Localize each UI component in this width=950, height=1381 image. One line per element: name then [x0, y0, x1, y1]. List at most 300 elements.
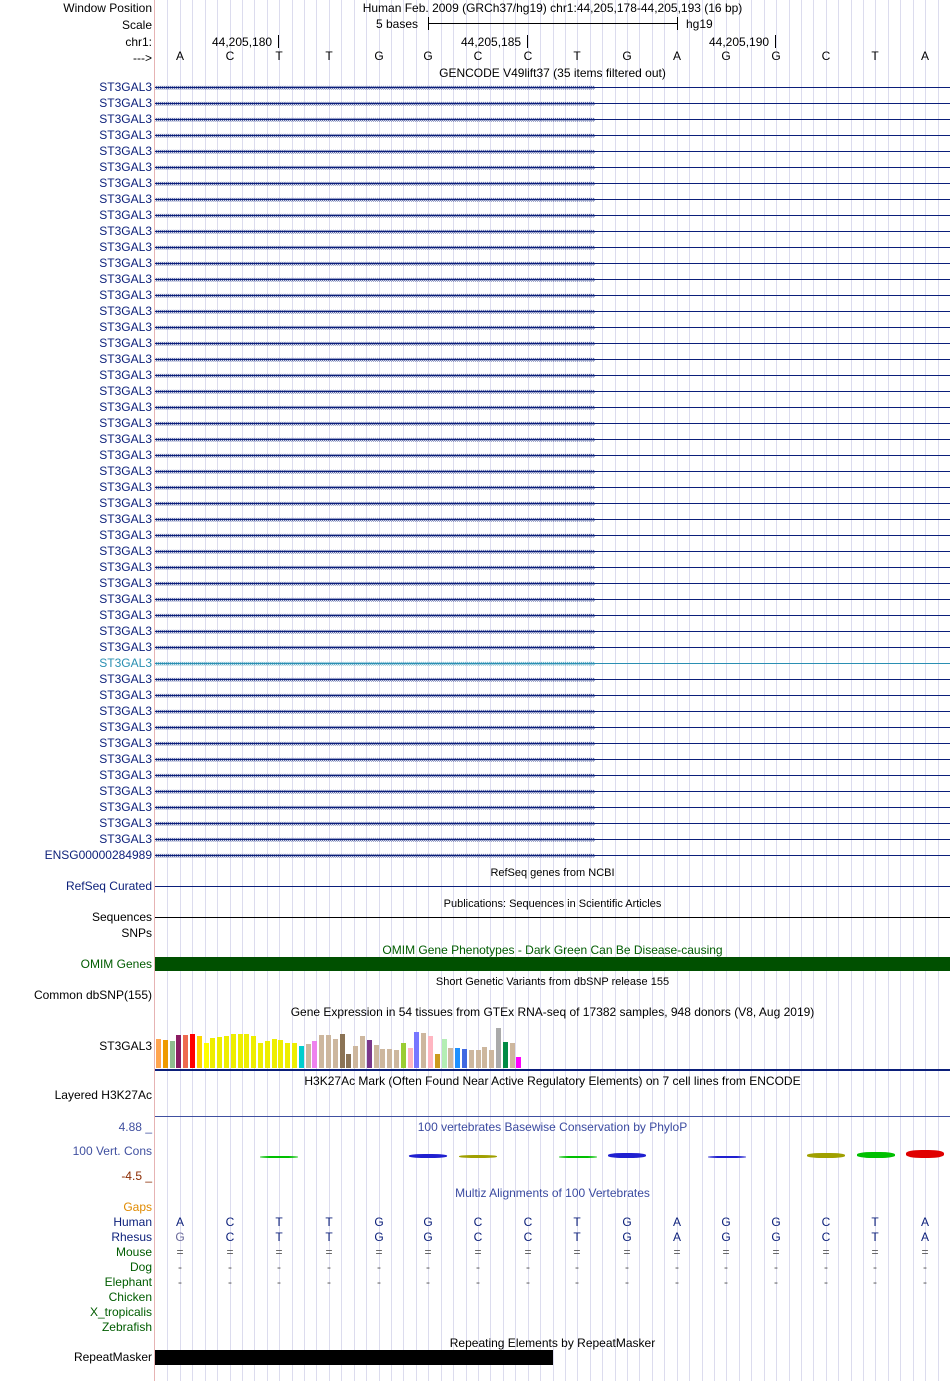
multiz-base: =: [325, 1245, 333, 1259]
multiz-species-label[interactable]: Mouse: [115, 1245, 152, 1259]
publications-title: Publications: Sequences in Scientific Articles: [443, 898, 662, 910]
multiz-base: -: [774, 1260, 778, 1274]
gtex-tissue-bar[interactable]: [285, 1043, 290, 1068]
gencode-transcript-arrows[interactable]: ››››››››››››››››››››››››››››››››››››››››››››››››››››››››››››››››››››››››››››››››››››››››››››››››››››››››››››››››››››››››››››››››››››››››››››››››››››››››››››››››››››››››››››››››››››››››››››››››››››››››››››››››››››››››››››: [155, 467, 595, 476]
multiz-base: -: [675, 1275, 679, 1289]
gencode-transcript-arrows[interactable]: ››››››››››››››››››››››››››››››››››››››››››››››››››››››››››››››››››››››››››››››››››››››››››››››››››››››››››››››››››››››››››››››››››››››››››››››››››››››››››››››››››››››››››››››››››››››››››››››››››››››››››››››››››››››››››››: [155, 275, 595, 284]
gencode-transcript-arrows[interactable]: ››››››››››››››››››››››››››››››››››››››››››››››››››››››››››››››››››››››››››››››››››››››››››››››››››››››››››››››››››››››››››››››››››››››››››››››››››››››››››››››››››››››››››››››››››››››››››››››››››››››››››››››››››››››››››››: [155, 99, 595, 108]
multiz-base: G: [374, 1215, 384, 1229]
gencode-gene-label[interactable]: ST3GAL3: [99, 96, 152, 110]
multiz-base: -: [178, 1260, 182, 1274]
multiz-base: T: [871, 1230, 879, 1244]
gencode-gene-label[interactable]: ST3GAL3: [99, 560, 152, 574]
gtex-tissue-bar[interactable]: [503, 1042, 508, 1068]
multiz-base: T: [325, 1230, 333, 1244]
gtex-tissue-bar[interactable]: [265, 1041, 270, 1068]
gencode-gene-label[interactable]: ST3GAL3: [99, 608, 152, 622]
gencode-transcript-arrows[interactable]: ››››››››››››››››››››››››››››››››››››››››››››››››››››››››››››››››››››››››››››››››››››››››››››››››››››››››››››››››››››››››››››››››››››››››››››››››››››››››››››››››››››››››››››››››››››››››››››››››››››››››››››››››››››››››››››: [155, 179, 595, 188]
publications-label[interactable]: Sequences: [91, 910, 152, 924]
gtex-tissue-bar[interactable]: [251, 1036, 256, 1068]
multiz-base: T: [325, 1215, 333, 1229]
multiz-base: =: [822, 1245, 830, 1259]
gtex-tissue-bar[interactable]: [367, 1040, 372, 1068]
gencode-transcript-arrows[interactable]: ››››››››››››››››››››››››››››››››››››››››››››››››››››››››››››››››››››››››››››››››››››››››››››››››››››››››››››››››››››››››››››››››››››››››››››››››››››››››››››››››››››››››››››››››››››››››››››››››››››››››››››››››››››››››››››: [155, 739, 595, 748]
multiz-base: G: [721, 1215, 731, 1229]
gencode-transcript-arrows[interactable]: ››››››››››››››››››››››››››››››››››››››››››››››››››››››››››››››››››››››››››››››››››››››››››››››››››››››››››››››››››››››››››››››››››››››››››››››››››››››››››››››››››››››››››››››››››››››››››››››››››››››››››››››››››››››››››››: [155, 451, 595, 460]
multiz-base: -: [327, 1275, 331, 1289]
gtex-tissue-bar[interactable]: [421, 1033, 426, 1068]
multiz-base: G: [771, 1215, 781, 1229]
phylop-title: 100 vertebrates Basewise Conservation by PhyloP: [417, 1120, 688, 1134]
multiz-base: -: [377, 1260, 381, 1274]
multiz-base: -: [724, 1275, 728, 1289]
refseq-title: RefSeq genes from NCBI: [490, 867, 615, 879]
gtex-tissue-bar[interactable]: [258, 1043, 263, 1068]
multiz-base: -: [178, 1275, 182, 1289]
gtex-tissue-bar[interactable]: [292, 1043, 297, 1068]
scale-text: 5 bases: [376, 17, 419, 31]
gtex-tissue-bar[interactable]: [183, 1035, 188, 1068]
gencode-gene-label[interactable]: ST3GAL3: [99, 288, 152, 302]
gencode-gene-label[interactable]: ST3GAL3: [99, 416, 152, 430]
gtex-tissue-bar[interactable]: [516, 1057, 521, 1068]
multiz-species-label[interactable]: X_tropicalis: [89, 1305, 152, 1319]
position-tick: [775, 35, 776, 48]
multiz-base: T: [275, 1230, 283, 1244]
gencode-gene-label[interactable]: ST3GAL3: [99, 480, 152, 494]
multiz-base: =: [424, 1245, 432, 1259]
gtex-tissue-bar[interactable]: [353, 1046, 358, 1068]
multiz-base: G: [721, 1230, 731, 1244]
track-label-column: [0, 0, 155, 1381]
gtex-tissue-bar[interactable]: [197, 1036, 202, 1068]
gencode-transcript-arrows[interactable]: ››››››››››››››››››››››››››››››››››››››››››››››››››››››››››››››››››››››››››››››››››››››››››››››››››››››››››››››››››››››››››››››››››››››››››››››››››››››››››››››››››››››››››››››››››››››››››››››››››››››››››››››››››››››››››››: [155, 163, 595, 172]
gencode-ensg-arrows[interactable]: ››››››››››››››››››››››››››››››››››››››››››››››››››››››››››››››››››››››››››››››››››››››››››››››››››››››››››››››››››››››››››››››››››››››››››››››››››››››››››››››››››››››››››››››››››››››››››››››››››››››››››››››››››››››››››››: [155, 851, 595, 860]
multiz-base: =: [474, 1245, 482, 1259]
gtex-tissue-bar[interactable]: [401, 1043, 406, 1068]
multiz-base: G: [423, 1230, 433, 1244]
gencode-transcript-arrows[interactable]: ››››››››››››››››››››››››››››››››››››››››››››››››››››››››››››››››››››››››››››››››››››››››››››››››››››››››››››››››››››››››››››››››››››››››››››››››››››››››››››››››››››››››››››››››››››››››››››››››››››››››››››››››››››››››››››: [155, 627, 595, 636]
multiz-title: Multiz Alignments of 100 Vertebrates: [455, 1186, 650, 1200]
multiz-base: T: [573, 1230, 581, 1244]
multiz-base: -: [923, 1260, 927, 1274]
gtex-tissue-bar[interactable]: [448, 1048, 453, 1068]
gencode-transcript-arrows[interactable]: ››››››››››››››››››››››››››››››››››››››››››››››››››››››››››››››››››››››››››››››››››››››››››››››››››››››››››››››››››››››››››››››››››››››››››››››››››››››››››››››››››››››››››››››››››››››››››››››››››››››››››››››››››››››››››››: [155, 195, 595, 204]
multiz-base: -: [923, 1275, 927, 1289]
gtex-title: Gene Expression in 54 tissues from GTEx RNA-seq of 17382 samples, 948 donors (V8, Aug 2019): [290, 1005, 815, 1019]
gtex-tissue-bar[interactable]: [380, 1049, 385, 1068]
multiz-base: -: [575, 1275, 579, 1289]
gencode-gene-label[interactable]: ST3GAL3: [99, 160, 152, 174]
gtex-baseline: [155, 1069, 950, 1071]
gencode-transcript-arrows[interactable]: ››››››››››››››››››››››››››››››››››››››››››››››››››››››››››››››››››››››››››››››››››››››››››››››››››››››››››››››››››››››››››››››››››››››››››››››››››››››››››››››››››››››››››››››››››››››››››››››››››››››››››››››››››››››››››››: [155, 435, 595, 444]
multiz-base: A: [672, 1215, 681, 1229]
gtex-tissue-bar[interactable]: [238, 1034, 243, 1068]
sequence-base: T: [275, 49, 283, 63]
dbsnp-label[interactable]: Common dbSNP(155): [33, 988, 152, 1002]
multiz-species-label[interactable]: Dog: [129, 1260, 152, 1274]
gencode-gene-label[interactable]: ST3GAL3: [99, 528, 152, 542]
gencode-gene-label[interactable]: ST3GAL3: [99, 112, 152, 126]
gencode-gene-label[interactable]: ST3GAL3: [99, 752, 152, 766]
multiz-species-label[interactable]: Chicken: [108, 1290, 152, 1304]
sequence-base: G: [771, 49, 781, 63]
gencode-gene-label[interactable]: ST3GAL3: [99, 640, 152, 654]
gencode-gene-label[interactable]: ST3GAL3: [99, 800, 152, 814]
multiz-base: C: [821, 1230, 831, 1244]
phylop-score-glyph[interactable]: [459, 1155, 497, 1158]
gtex-tissue-bar[interactable]: [217, 1037, 222, 1068]
gencode-transcript-arrows[interactable]: ››››››››››››››››››››››››››››››››››››››››››››››››››››››››››››››››››››››››››››››››››››››››››››››››››››››››››››››››››››››››››››››››››››››››››››››››››››››››››››››››››››››››››››››››››››››››››››››››››››››››››››››››››››››››››››: [155, 579, 595, 588]
gtex-tissue-bar[interactable]: [489, 1050, 494, 1068]
gencode-gene-label[interactable]: ST3GAL3: [99, 464, 152, 478]
multiz-base: C: [523, 1215, 533, 1229]
gencode-gene-label[interactable]: ST3GAL3: [99, 240, 152, 254]
gencode-transcript-arrows[interactable]: ››››››››››››››››››››››››››››››››››››››››››››››››››››››››››››››››››››››››››››››››››››››››››››››››››››››››››››››››››››››››››››››››››››››››››››››››››››››››››››››››››››››››››››››››››››››››››››››››››››››››››››››››››››››››››››: [155, 355, 595, 364]
gencode-transcript-arrows[interactable]: ››››››››››››››››››››››››››››››››››››››››››››››››››››››››››››››››››››››››››››››››››››››››››››››››››››››››››››››››››››››››››››››››››››››››››››››››››››››››››››››››››››››››››››››››››››››››››››››››››››››››››››››››››››››››››››: [155, 259, 595, 268]
multiz-base: -: [575, 1260, 579, 1274]
multiz-base: G: [374, 1230, 384, 1244]
multiz-base: T: [573, 1215, 581, 1229]
gencode-gene-label[interactable]: ST3GAL3: [99, 768, 152, 782]
multiz-base: A: [672, 1230, 681, 1244]
gtex-tissue-bar[interactable]: [156, 1039, 161, 1068]
gencode-gene-label[interactable]: ST3GAL3: [99, 304, 152, 318]
omim-label[interactable]: OMIM Genes: [80, 957, 152, 971]
multiz-base: A: [920, 1215, 929, 1229]
phylop-score-glyph[interactable]: [260, 1156, 298, 1158]
gencode-transcript-arrows[interactable]: ››››››››››››››››››››››››››››››››››››››››››››››››››››››››››››››››››››››››››››››››››››››››››››››››››››››››››››››››››››››››››››››››››››››››››››››››››››››››››››››››››››››››››››››››››››››››››››››››››››››››››››››››››››››››››››: [155, 547, 595, 556]
gtex-tissue-bar[interactable]: [408, 1048, 413, 1068]
omim-bar[interactable]: [155, 957, 950, 971]
gtex-tissue-bar[interactable]: [204, 1043, 209, 1068]
multiz-base: C: [473, 1215, 483, 1229]
gencode-transcript-arrows[interactable]: ››››››››››››››››››››››››››››››››››››››››››››››››››››››››››››››››››››››››››››››››››››››››››››››››››››››››››››››››››››››››››››››››››››››››››››››››››››››››››››››››››››››››››››››››››››››››››››››››››››››››››››››››››››››››››››: [155, 835, 595, 844]
gencode-transcript-arrows[interactable]: ››››››››››››››››››››››››››››››››››››››››››››››››››››››››››››››››››››››››››››››››››››››››››››››››››››››››››››››››››››››››››››››››››››››››››››››››››››››››››››››››››››››››››››››››››››››››››››››››››››››››››››››››››››››››››››: [155, 483, 595, 492]
gaps-label[interactable]: Gaps: [123, 1200, 152, 1214]
sequence-base: G: [622, 49, 632, 63]
gtex-tissue-bar[interactable]: [510, 1043, 515, 1068]
gencode-transcript-arrows[interactable]: ››››››››››››››››››››››››››››››››››››››››››››››››››››››››››››››››››››››››››››››››››››››››››››››››››››››››››››››››››››››››››››››››››››››››››››››››››››››››››››››››››››››››››››››››››››››››››››››››››››››››››››››››››››››››››››: [155, 339, 595, 348]
gencode-gene-label[interactable]: ST3GAL3: [99, 256, 152, 270]
gtex-tissue-bar[interactable]: [435, 1054, 440, 1068]
dbsnp-title: Short Genetic Variants from dbSNP release 155: [435, 976, 670, 988]
gtex-tissue-bar[interactable]: [482, 1047, 487, 1068]
gtex-tissue-bar[interactable]: [394, 1050, 399, 1068]
scale-label: Scale: [121, 18, 152, 32]
gencode-transcript-arrows[interactable]: ››››››››››››››››››››››››››››››››››››››››››››››››››››››››››››››››››››››››››››››››››››››››››››››››››››››››››››››››››››››››››››››››››››››››››››››››››››››››››››››››››››››››››››››››››››››››››››››››››››››››››››››››››››››››››››: [155, 83, 595, 92]
multiz-species-label[interactable]: Human: [113, 1215, 152, 1229]
gtex-label[interactable]: ST3GAL3: [99, 1039, 152, 1053]
multiz-base: -: [277, 1260, 281, 1274]
gencode-transcript-arrows[interactable]: ››››››››››››››››››››››››››››››››››››››››››››››››››››››››››››››››››››››››››››››››››››››››››››››››››››››››››››››››››››››››››››››››››››››››››››››››››››››››››››››››››››››››››››››››››››››››››››››››››››››››››››››››››››››››››››: [155, 531, 595, 540]
gencode-transcript-arrows[interactable]: ››››››››››››››››››››››››››››››››››››››››››››››››››››››››››››››››››››››››››››››››››››››››››››››››››››››››››››››››››››››››››››››››››››››››››››››››››››››››››››››››››››››››››››››››››››››››››››››››››››››››››››››››››››››››››››: [155, 291, 595, 300]
multiz-base: -: [426, 1260, 430, 1274]
multiz-base: -: [675, 1260, 679, 1274]
publications-line[interactable]: [155, 917, 950, 918]
gtex-tissue-bar[interactable]: [387, 1049, 392, 1068]
track-data-area[interactable]: [155, 0, 950, 1381]
multiz-base: G: [622, 1215, 632, 1229]
gencode-gene-label[interactable]: ST3GAL3: [99, 496, 152, 510]
gencode-transcript-arrows[interactable]: ››››››››››››››››››››››››››››››››››››››››››››››››››››››››››››››››››››››››››››››››››››››››››››››››››››››››››››››››››››››››››››››››››››››››››››››››››››››››››››››››››››››››››››››››››››››››››››››››››››››››››››››››››››››››››››: [155, 147, 595, 156]
gencode-gene-label[interactable]: ST3GAL3: [99, 80, 152, 94]
gencode-transcript-arrows[interactable]: ››››››››››››››››››››››››››››››››››››››››››››››››››››››››››››››››››››››››››››››››››››››››››››››››››››››››››››››››››››››››››››››››››››››››››››››››››››››››››››››››››››››››››››››››››››››››››››››››››››››››››››››››››››››››››››: [155, 643, 595, 652]
gencode-gene-label[interactable]: ST3GAL3: [99, 736, 152, 750]
gtex-tissue-bar[interactable]: [428, 1036, 433, 1068]
multiz-base: -: [625, 1260, 629, 1274]
multiz-base: -: [526, 1275, 530, 1289]
multiz-base: -: [277, 1275, 281, 1289]
gencode-transcript-arrows[interactable]: ››››››››››››››››››››››››››››››››››››››››››››››››››››››››››››››››››››››››››››››››››››››››››››››››››››››››››››››››››››››››››››››››››››››››››››››››››››››››››››››››››››››››››››››››››››››››››››››››››››››››››››››››››››››››››››: [155, 323, 595, 332]
gtex-tissue-bar[interactable]: [224, 1036, 229, 1068]
phylop-score-glyph[interactable]: [807, 1153, 845, 1158]
sequence-base: C: [523, 49, 533, 63]
omim-title: OMIM Gene Phenotypes - Dark Green Can Be Disease-causing: [382, 943, 723, 957]
h3k27ac-label[interactable]: Layered H3K27Ac: [54, 1088, 152, 1102]
position-tick-label: 44,205,190: [709, 35, 770, 49]
multiz-base: -: [327, 1260, 331, 1274]
gencode-transcript-arrows[interactable]: ››››››››››››››››››››››››››››››››››››››››››››››››››››››››››››››››››››››››››››››››››››››››››››››››››››››››››››››››››››››››››››››››››››››››››››››››››››››››››››››››››››››››››››››››››››››››››››››››››››››››››››››››››››››››››››: [155, 211, 595, 220]
multiz-base: G: [771, 1230, 781, 1244]
h3k27ac-baseline: [155, 1116, 950, 1117]
snps-label[interactable]: SNPs: [121, 926, 152, 940]
sequence-base: A: [672, 49, 681, 63]
gencode-ensg-label[interactable]: ENSG00000284989: [44, 848, 152, 862]
gtex-tissue-bar[interactable]: [476, 1050, 481, 1068]
chr-label: chr1:: [125, 35, 152, 49]
gencode-gene-label[interactable]: ST3GAL3: [99, 176, 152, 190]
gtex-tissue-bar[interactable]: [272, 1039, 277, 1068]
gtex-tissue-bar[interactable]: [163, 1040, 168, 1068]
gtex-tissue-bar[interactable]: [326, 1035, 331, 1068]
phylop-score-glyph[interactable]: [906, 1150, 944, 1158]
gencode-gene-label[interactable]: ST3GAL3: [99, 384, 152, 398]
gencode-gene-label[interactable]: ST3GAL3: [99, 400, 152, 414]
multiz-base: A: [920, 1230, 929, 1244]
gencode-transcript-arrows[interactable]: ››››››››››››››››››››››››››››››››››››››››››››››››››››››››››››››››››››››››››››››››››››››››››››››››››››››››››››››››››››››››››››››››››››››››››››››››››››››››››››››››››››››››››››››››››››››››››››››››››››››››››››››››››››››››››››: [155, 131, 595, 140]
gencode-gene-label[interactable]: ST3GAL3: [99, 352, 152, 366]
gencode-transcript-arrows[interactable]: ››››››››››››››››››››››››››››››››››››››››››››››››››››››››››››››››››››››››››››››››››››››››››››››››››››››››››››››››››››››››››››››››››››››››››››››››››››››››››››››››››››››››››››››››››››››››››››››››››››››››››››››››››››››››››››: [155, 307, 595, 316]
gencode-transcript-arrows[interactable]: ››››››››››››››››››››››››››››››››››››››››››››››››››››››››››››››››››››››››››››››››››››››››››››››››››››››››››››››››››››››››››››››››››››››››››››››››››››››››››››››››››››››››››››››››››››››››››››››››››››››››››››››››››››››››››››: [155, 659, 595, 668]
gencode-gene-label[interactable]: ST3GAL3: [99, 224, 152, 238]
gtex-tissue-bar[interactable]: [374, 1045, 379, 1068]
gtex-tissue-bar[interactable]: [414, 1032, 419, 1068]
sequence-base: G: [374, 49, 384, 63]
gencode-transcript-arrows[interactable]: ››››››››››››››››››››››››››››››››››››››››››››››››››››››››››››››››››››››››››››››››››››››››››››››››››››››››››››››››››››››››››››››››››››››››››››››››››››››››››››››››››››››››››››››››››››››››››››››››››››››››››››››››››››››››››››: [155, 611, 595, 620]
gtex-tissue-bar[interactable]: [278, 1040, 283, 1068]
multiz-base: -: [526, 1260, 530, 1274]
phylop-score-glyph[interactable]: [608, 1153, 646, 1158]
gtex-tissue-bar[interactable]: [319, 1035, 324, 1068]
multiz-base: C: [523, 1230, 533, 1244]
gencode-transcript-arrows[interactable]: ››››››››››››››››››››››››››››››››››››››››››››››››››››››››››››››››››››››››››››››››››››››››››››››››››››››››››››››››››››››››››››››››››››››››››››››››››››››››››››››››››››››››››››››››››››››››››››››››››››››››››››››››››››››››››››: [155, 771, 595, 780]
gencode-gene-label[interactable]: ST3GAL3: [99, 704, 152, 718]
multiz-base: -: [228, 1260, 232, 1274]
gencode-gene-label[interactable]: ST3GAL3: [99, 672, 152, 686]
gencode-gene-label[interactable]: ST3GAL3: [99, 128, 152, 142]
gencode-transcript-arrows[interactable]: ››››››››››››››››››››››››››››››››››››››››››››››››››››››››››››››››››››››››››››››››››››››››››››››››››››››››››››››››››››››››››››››››››››››››››››››››››››››››››››››››››››››››››››››››››››››››››››››››››››››››››››››››››››››››››››: [155, 707, 595, 716]
phylop-score-glyph[interactable]: [708, 1156, 746, 1158]
multiz-base: -: [724, 1260, 728, 1274]
multiz-base: -: [873, 1260, 877, 1274]
position-tick-label: 44,205,180: [212, 35, 273, 49]
gencode-transcript-arrows[interactable]: ››››››››››››››››››››››››››››››››››››››››››››››››››››››››››››››››››››››››››››››››››››››››››››››››››››››››››››››››››››››››››››››››››››››››››››››››››››››››››››››››››››››››››››››››››››››››››››››››››››››››››››››››››››››››››››: [155, 563, 595, 572]
gencode-gene-label[interactable]: ST3GAL3: [99, 832, 152, 846]
gencode-gene-label[interactable]: ST3GAL3: [99, 144, 152, 158]
multiz-base: =: [375, 1245, 383, 1259]
multiz-base: =: [871, 1245, 879, 1259]
sequence-base: A: [920, 49, 929, 63]
multiz-base: =: [524, 1245, 532, 1259]
multiz-base: C: [473, 1230, 483, 1244]
sequence-base: G: [721, 49, 731, 63]
gencode-gene-label[interactable]: ST3GAL3: [99, 512, 152, 526]
gencode-transcript-arrows[interactable]: ››››››››››››››››››››››››››››››››››››››››››››››››››››››››››››››››››››››››››››››››››››››››››››››››››››››››››››››››››››››››››››››››››››››››››››››››››››››››››››››››››››››››››››››››››››››››››››››››››››››››››››››››››››››››››››: [155, 227, 595, 236]
gencode-gene-label[interactable]: ST3GAL3: [99, 208, 152, 222]
phylop-score-glyph[interactable]: [857, 1152, 895, 1158]
multiz-base: T: [871, 1215, 879, 1229]
multiz-base: -: [476, 1275, 480, 1289]
gencode-transcript-arrows[interactable]: ››››››››››››››››››››››››››››››››››››››››››››››››››››››››››››››››››››››››››››››››››››››››››››››››››››››››››››››››››››››››››››››››››››››››››››››››››››››››››››››››››››››››››››››››››››››››››››››››››››››››››››››››››››››››››››: [155, 115, 595, 124]
gtex-tissue-bar[interactable]: [176, 1035, 181, 1068]
multiz-base: =: [176, 1245, 184, 1259]
multiz-base: A: [175, 1215, 184, 1229]
position-tick: [278, 35, 279, 48]
gencode-gene-label[interactable]: ST3GAL3: [99, 688, 152, 702]
multiz-base: C: [225, 1215, 235, 1229]
refseq-line[interactable]: [155, 886, 950, 887]
gtex-tissue-bar[interactable]: [462, 1049, 467, 1068]
position-tick-label: 44,205,185: [461, 35, 522, 49]
gtex-tissue-bar[interactable]: [299, 1046, 304, 1068]
sequence-base: C: [473, 49, 483, 63]
gencode-transcript-arrows[interactable]: ››››››››››››››››››››››››››››››››››››››››››››››››››››››››››››››››››››››››››››››››››››››››››››››››››››››››››››››››››››››››››››››››››››››››››››››››››››››››››››››››››››››››››››››››››››››››››››››››››››››››››››››››››››››››››››: [155, 243, 595, 252]
gencode-gene-label[interactable]: ST3GAL3: [99, 432, 152, 446]
multiz-base: =: [673, 1245, 681, 1259]
gtex-tissue-bar[interactable]: [442, 1039, 447, 1068]
multiz-base: -: [774, 1275, 778, 1289]
gencode-gene-label[interactable]: ST3GAL3: [99, 576, 152, 590]
strand-label: --->: [133, 51, 152, 65]
gencode-transcript-arrows[interactable]: ››››››››››››››››››››››››››››››››››››››››››››››››››››››››››››››››››››››››››››››››››››››››››››››››››››››››››››››››››››››››››››››››››››››››››››››››››››››››››››››››››››››››››››››››››››››››››››››››››››››››››››››››››››››››››››: [155, 499, 595, 508]
gencode-gene-label[interactable]: ST3GAL3: [99, 544, 152, 558]
gtex-tissue-bar[interactable]: [231, 1034, 236, 1068]
multiz-species-label[interactable]: Rhesus: [111, 1230, 152, 1244]
multiz-base: C: [821, 1215, 831, 1229]
gencode-gene-label[interactable]: ST3GAL3: [99, 816, 152, 830]
phylop-label[interactable]: 100 Vert. Cons: [72, 1144, 152, 1158]
sequence-base: T: [871, 49, 879, 63]
repeatmasker-label[interactable]: RepeatMasker: [73, 1350, 152, 1364]
gencode-gene-label[interactable]: ST3GAL3: [99, 784, 152, 798]
gencode-transcript-arrows[interactable]: ››››››››››››››››››››››››››››››››››››››››››››››››››››››››››››››››››››››››››››››››››››››››››››››››››››››››››››››››››››››››››››››››››››››››››››››››››››››››››››››››››››››››››››››››››››››››››››››››››››››››››››››››››››››››››››: [155, 515, 595, 524]
gencode-gene-label[interactable]: ST3GAL3: [99, 336, 152, 350]
gtex-tissue-bar[interactable]: [306, 1044, 311, 1068]
gencode-transcript-arrows[interactable]: ››››››››››››››››››››››››››››››››››››››››››››››››››››››››››››››››››››››››››››››››››››››››››››››››››››››››››››››››››››››››››››››››››››››››››››››››››››››››››››››››››››››››››››››››››››››››››››››››››››››››››››››››››››››››››››: [155, 803, 595, 812]
multiz-species-label[interactable]: Elephant: [104, 1275, 152, 1289]
multiz-base: T: [275, 1215, 283, 1229]
multiz-base: =: [772, 1245, 780, 1259]
gencode-gene-label[interactable]: ST3GAL3: [99, 656, 152, 670]
gencode-gene-label[interactable]: ST3GAL3: [99, 320, 152, 334]
multiz-base: =: [623, 1245, 631, 1259]
phylop-min: -4.5 _: [121, 1169, 152, 1183]
repeatmasker-title: Repeating Elements by RepeatMasker: [449, 1336, 656, 1350]
multiz-base: =: [275, 1245, 283, 1259]
gencode-transcript-arrows[interactable]: ››››››››››››››››››››››››››››››››››››››››››››››››››››››››››››››››››››››››››››››››››››››››››››››››››››››››››››››››››››››››››››››››››››››››››››››››››››››››››››››››››››››››››››››››››››››››››››››››››››››››››››››››››››››››››››: [155, 595, 595, 604]
gtex-tissue-bar[interactable]: [170, 1041, 175, 1068]
scale-assembly: hg19: [686, 17, 713, 31]
gtex-tissue-bar[interactable]: [340, 1034, 345, 1068]
position-tick: [527, 35, 528, 48]
gencode-gene-label[interactable]: ST3GAL3: [99, 624, 152, 638]
gencode-gene-label[interactable]: ST3GAL3: [99, 592, 152, 606]
gtex-tissue-bar[interactable]: [455, 1048, 460, 1068]
multiz-base: -: [476, 1260, 480, 1274]
multiz-base: -: [377, 1275, 381, 1289]
multiz-base: -: [426, 1275, 430, 1289]
multiz-base: =: [722, 1245, 730, 1259]
gtex-tissue-bar[interactable]: [360, 1036, 365, 1068]
refseq-label[interactable]: RefSeq Curated: [65, 879, 152, 893]
gencode-transcript-arrows[interactable]: ››››››››››››››››››››››››››››››››››››››››››››››››››››››››››››››››››››››››››››››››››››››››››››››››››››››››››››››››››››››››››››››››››››››››››››››››››››››››››››››››››››››››››››››››››››››››››››››››››››››››››››››››››››››››››››: [155, 723, 595, 732]
gencode-gene-label[interactable]: ST3GAL3: [99, 448, 152, 462]
gtex-tissue-bar[interactable]: [312, 1041, 317, 1068]
phylop-max: 4.88 _: [118, 1120, 152, 1134]
gencode-transcript-arrows[interactable]: ››››››››››››››››››››››››››››››››››››››››››››››››››››››››››››››››››››››››››››››››››››››››››››››››››››››››››››››››››››››››››››››››››››››››››››››››››››››››››››››››››››››››››››››››››››››››››››››››››››››››››››››››››››››››››››: [155, 691, 595, 700]
gencode-transcript-arrows[interactable]: ››››››››››››››››››››››››››››››››››››››››››››››››››››››››››››››››››››››››››››››››››››››››››››››››››››››››››››››››››››››››››››››››››››››››››››››››››››››››››››››››››››››››››››››››››››››››››››››››››››››››››››››››››››››››››››: [155, 819, 595, 828]
gtex-tissue-bar[interactable]: [244, 1034, 249, 1068]
phylop-score-glyph[interactable]: [559, 1156, 597, 1158]
scale-bar-left-end: [428, 17, 429, 30]
gencode-transcript-arrows[interactable]: ››››››››››››››››››››››››››››››››››››››››››››››››››››››››››››››››››››››››››››››››››››››››››››››››››››››››››››››››››››››››››››››››››››››››››››››››››››››››››››››››››››››››››››››››››››››››››››››››››››››››››››››››››››››››››››: [155, 675, 595, 684]
gencode-transcript-arrows[interactable]: ››››››››››››››››››››››››››››››››››››››››››››››››››››››››››››››››››››››››››››››››››››››››››››››››››››››››››››››››››››››››››››››››››››››››››››››››››››››››››››››››››››››››››››››››››››››››››››››››››››››››››››››››››››››››››››: [155, 419, 595, 428]
gencode-gene-label[interactable]: ST3GAL3: [99, 272, 152, 286]
gencode-gene-label[interactable]: ST3GAL3: [99, 368, 152, 382]
gtex-tissue-bar[interactable]: [496, 1028, 501, 1068]
multiz-base: -: [228, 1275, 232, 1289]
sequence-base: C: [225, 49, 235, 63]
gencode-transcript-arrows[interactable]: ››››››››››››››››››››››››››››››››››››››››››››››››››››››››››››››››››››››››››››››››››››››››››››››››››››››››››››››››››››››››››››››››››››››››››››››››››››››››››››››››››››››››››››››››››››››››››››››››››››››››››››››››››››››››››››: [155, 387, 595, 396]
gtex-tissue-bar[interactable]: [190, 1034, 195, 1068]
gtex-tissue-bar[interactable]: [469, 1050, 474, 1068]
gtex-tissue-bar[interactable]: [210, 1038, 215, 1068]
window-position-text: Human Feb. 2009 (GRCh37/hg19) chr1:44,205,178-44,205,193 (16 bp): [362, 1, 743, 15]
gencode-transcript-arrows[interactable]: ››››››››››››››››››››››››››››››››››››››››››››››››››››››››››››››››››››››››››››››››››››››››››››››››››››››››››››››››››››››››››››››››››››››››››››››››››››››››››››››››››››››››››››››››››››››››››››››››››››››››››››››››››››››››››››: [155, 787, 595, 796]
multiz-base: G: [423, 1215, 433, 1229]
sequence-base: C: [821, 49, 831, 63]
sequence-base: T: [573, 49, 581, 63]
gtex-tissue-bar[interactable]: [333, 1039, 338, 1068]
gencode-gene-label[interactable]: ST3GAL3: [99, 720, 152, 734]
multiz-species-label[interactable]: Zebrafish: [101, 1320, 152, 1334]
multiz-base: =: [573, 1245, 581, 1259]
phylop-score-glyph[interactable]: [409, 1154, 447, 1158]
repeatmasker-bar[interactable]: [155, 1350, 553, 1365]
gencode-transcript-arrows[interactable]: ››››››››››››››››››››››››››››››››››››››››››››››››››››››››››››››››››››››››››››››››››››››››››››››››››››››››››››››››››››››››››››››››››››››››››››››››››››››››››››››››››››››››››››››››››››››››››››››››››››››››››››››››››››››››››››: [155, 403, 595, 412]
scale-bar: [428, 23, 677, 24]
scale-bar-right-end: [677, 17, 678, 30]
window-position-label: Window Position: [63, 1, 152, 15]
gencode-transcript-arrows[interactable]: ››››››››››››››››››››››››››››››››››››››››››››››››››››››››››››››››››››››››››››››››››››››››››››››››››››››››››››››››››››››››››››››››››››››››››››››››››››››››››››››››››››››››››››››››››››››››››››››››››››››››››››››››››››››››››››: [155, 371, 595, 380]
gencode-transcript-arrows[interactable]: ››››››››››››››››››››››››››››››››››››››››››››››››››››››››››››››››››››››››››››››››››››››››››››››››››››››››››››››››››››››››››››››››››››››››››››››››››››››››››››››››››››››››››››››››››››››››››››››››››››››››››››››››››››››››››››: [155, 755, 595, 764]
gtex-tissue-bar[interactable]: [346, 1054, 351, 1068]
gencode-gene-label[interactable]: ST3GAL3: [99, 192, 152, 206]
gencode-title: GENCODE V49lift37 (35 items filtered out): [439, 66, 666, 80]
multiz-base: =: [226, 1245, 234, 1259]
h3k27ac-title: H3K27Ac Mark (Often Found Near Active Regulatory Elements) on 7 cell lines from ENCODE: [304, 1074, 801, 1088]
